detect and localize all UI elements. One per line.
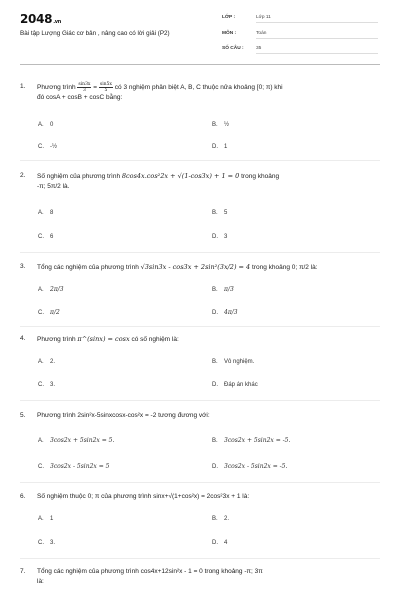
q1-option-a[interactable]: A. 0	[38, 122, 54, 128]
equation: π^(sinx) = cosx	[77, 335, 130, 343]
site-logo[interactable]: 2048.vn	[20, 12, 62, 26]
q3-option-a[interactable]: A. 2π/3	[38, 286, 64, 293]
question-5-stem: Phương trình 2sin²x-5sinxcosx-cos²x = -2 tương đương với:	[37, 412, 210, 419]
q6-option-d[interactable]: D. 4	[212, 540, 228, 546]
q5-option-a[interactable]: A. 3cos2x + 5sin2x = 5.	[38, 437, 115, 444]
header-divider	[20, 64, 380, 65]
question-separator	[20, 160, 380, 161]
question-separator	[20, 400, 380, 401]
q1-option-b[interactable]: B. ½	[212, 122, 230, 128]
equation: √3sin3x - cos3x + 2sin²(3x/2) = 4	[140, 263, 251, 271]
question-separator	[20, 252, 380, 253]
q4-option-b[interactable]: B. Vô nghiệm.	[212, 359, 255, 365]
q6-option-a[interactable]: A. 1	[38, 516, 54, 522]
q2-option-a[interactable]: A. 8	[38, 210, 54, 216]
q5-option-b[interactable]: B. 3cos2x + 5sin2x = -5.	[212, 437, 291, 444]
q4-option-c[interactable]: C. 3.	[38, 382, 56, 388]
question-4-stem: Phương trình π^(sinx) = cosx có số nghiệm là:	[37, 335, 179, 343]
question-6-stem: Số nghiệm thuộc 0; π của phương trình sinx+√(1+cos²x) = 2cos²3x + 1 là:	[37, 493, 250, 500]
q3-option-b[interactable]: B. π/3	[212, 286, 234, 293]
q2-option-c[interactable]: C. 6	[38, 234, 54, 240]
question-2-stem: Số nghiệm của phương trình 8cos4x.cos²2x + √(1-cos3x) + 1 = 0 trong khoảng -π; 5π/2 là.	[37, 172, 280, 190]
q6-option-c[interactable]: C. 3.	[38, 540, 56, 546]
question-3-stem: Tổng các nghiệm của phương trình √3sin3x - cos3x + 2sin²(3x/2) = 4 trong khoảng 0; π/2 là:	[37, 263, 318, 271]
q2-option-b[interactable]: B. 5	[212, 210, 228, 216]
fraction-math: $\frac{\sin 5x}{5}$	[99, 82, 112, 93]
equation: 8cos4x.cos²2x + √(1-cos3x) + 1 = 0	[121, 172, 240, 180]
document-title: Bài tập Lượng Giác cơ bản , nâng cao có lời giải (P2)	[20, 30, 170, 37]
q5-option-c[interactable]: C. 3cos2x - 5sin2x = 5	[38, 463, 110, 470]
q5-option-d[interactable]: D. 3cos2x - 5sin2x = -5.	[212, 463, 288, 470]
question-1-stem: Phương trình $\frac{\sin 3x}{3}$ = $\frac{\sin 5x}{5}$ có 3 nghiệm phân biệt A, B, C thuộc nửa khoảng [0; π) khi đó cosA + cosB + cosC bằng:	[37, 82, 283, 102]
q3-option-d[interactable]: D. 4π/3	[212, 309, 238, 316]
question-separator	[20, 558, 380, 559]
q1-option-d[interactable]: D. 1	[212, 144, 228, 150]
q2-option-d[interactable]: D. 3	[212, 234, 228, 240]
q1-option-c[interactable]: C. -½	[38, 144, 58, 150]
document-header: 2048.vn Bài tập Lượng Giác cơ bản , nâng cao có lời giải (P2) LỚP : Lớp 11 MÔN : Toán SỐ CÂU : 35	[0, 0, 400, 62]
question-separator	[20, 482, 380, 483]
question-7-stem: Tổng các nghiệm của phương trình cos4x+12sin²x - 1 = 0 trong khoảng -π; 3π là:	[37, 568, 263, 585]
q4-option-a[interactable]: A. 2.	[38, 359, 56, 365]
q6-option-b[interactable]: B. 2.	[212, 516, 230, 522]
q3-option-c[interactable]: C. π/2	[38, 309, 60, 316]
q4-option-d[interactable]: D. Đáp án khác	[212, 382, 258, 388]
question-separator	[20, 326, 380, 327]
fraction-math: $\frac{\sin 3x}{3}$	[78, 82, 91, 93]
